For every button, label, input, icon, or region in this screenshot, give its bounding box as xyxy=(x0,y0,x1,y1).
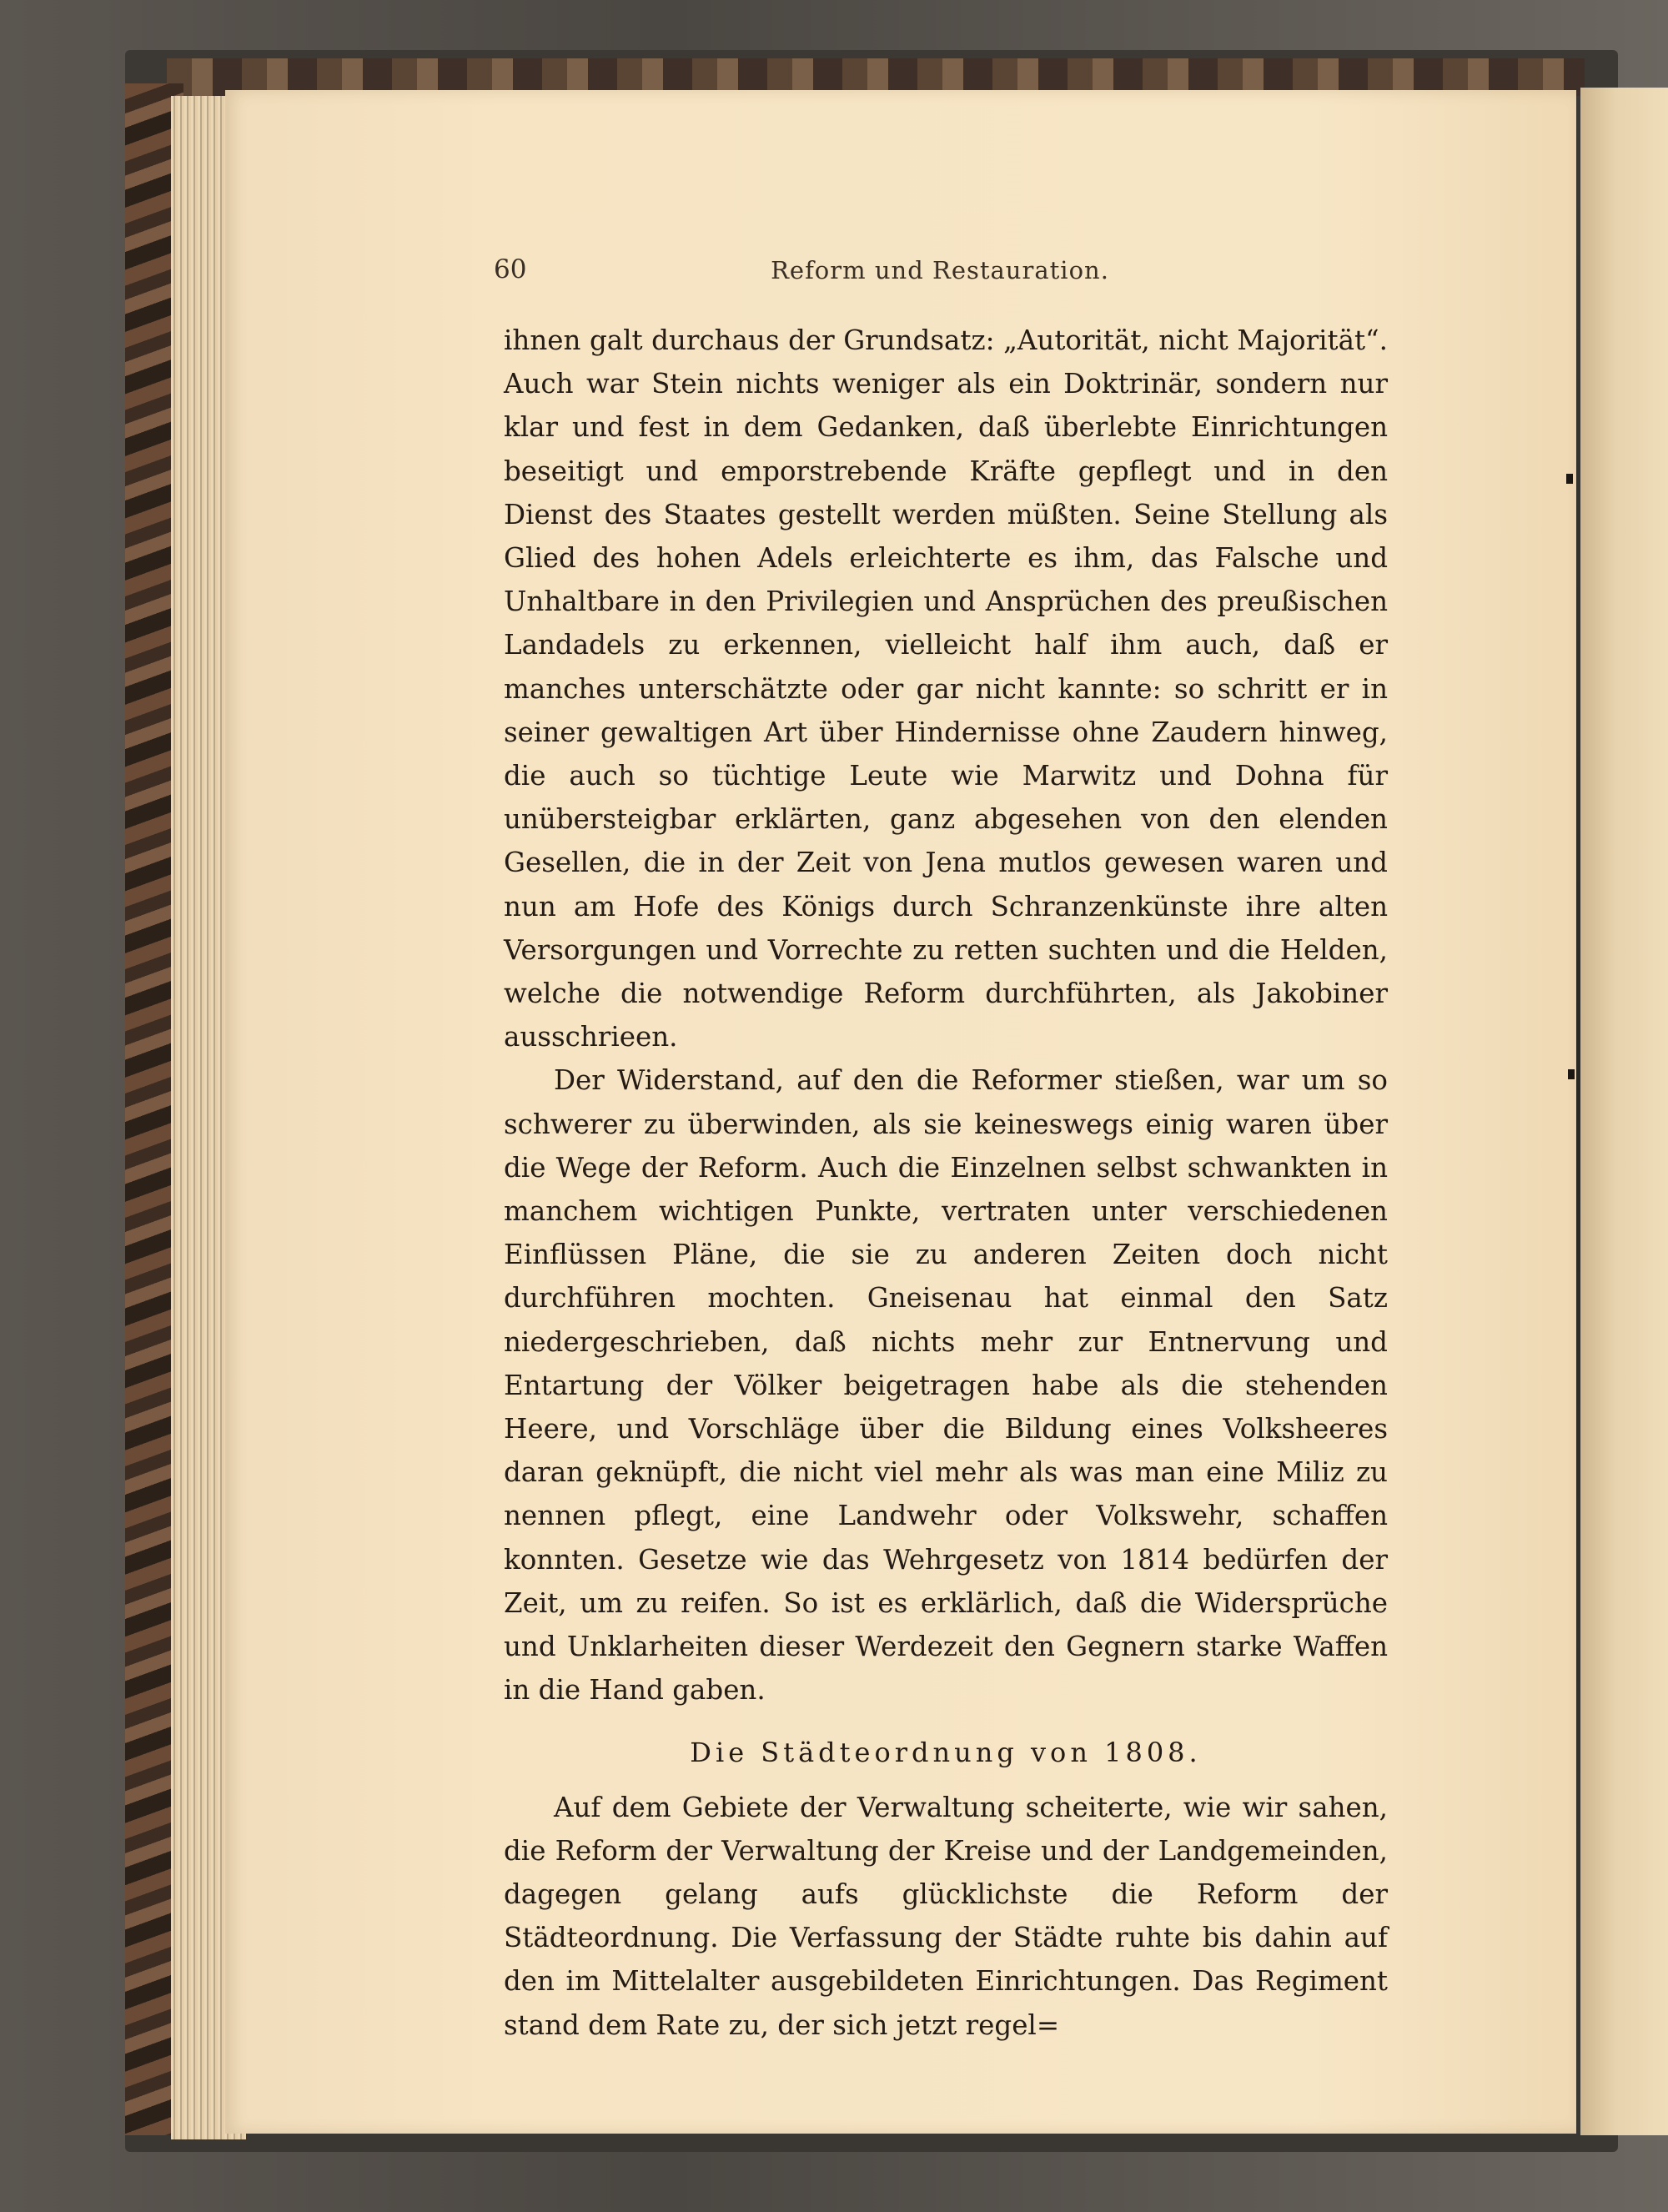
section-heading: Die Städteordnung von 1808. xyxy=(690,1736,1202,1768)
body-text xyxy=(504,319,1388,2047)
page-header xyxy=(494,254,1386,296)
page-mark xyxy=(1568,1069,1575,1079)
paragraph: ihnen galt durchaus der Grundsatz: „Autorität, nicht Majorität“. Auch war Stein nichts weniger als ein Doktrinär, sondern nur klar und fest in dem Gedanken, daß überlebte Einrichtungen beseitigt und emporstrebende Kräfte gepflegt und in den Dienst des Staates gestellt werden müßten. Seine Stellung als Glied des hohen Adels erleichterte es ihm, das Falsche und Unhaltbare in den Privilegien und Ansprüchen des preußischen Landadels zu erkennen, vielleicht half ihm auch, daß er manches unterschätzte oder gar nicht kannte: so schritt er in seiner gewaltigen Art über Hindernisse ohne Zaudern hinweg, die auch so tüchtige Leute wie Marwitz und Dohna für unübersteigbar erklärten, ganz abgesehen von den elenden Gesellen, die in der Zeit von Jena mutlos gewesen waren und nun am Hofe des Königs durch Schranzenkünste ihre alten Versorgungen und Vorrechte zu retten suchten und die Helden, welche die notwendige Reform durchführten, als Jakobiner ausschrieen. xyxy=(504,324,1388,1053)
running-title: Reform und Restauration. xyxy=(771,256,1109,284)
paragraph: Der Widerstand, auf den die Reformer stießen, war um so schwerer zu überwinden, als sie keineswegs einig waren über die Wege der Reform. Auch die Einzelnen selbst schwankten in manchem wichtigen Punkte, vertraten unter verschiedenen Einflüssen Pläne, die sie zu anderen Zeiten doch nicht durchführen mochten. Gneisenau hat einmal den Satz niedergeschrieben, daß nichts mehr zur Entnervung und Entartung der Völker beigetragen habe als die stehenden Heere, und Vorschläge über die Bildung eines Volksheeres daran geknüpft, die nicht viel mehr als was man eine Miliz zu nennen pflegt, eine Landwehr oder Volkswehr, schaffen konnten. Gesetze wie das Wehrgesetz von 1814 bedürfen der Zeit, um zu reifen. So ist es erklärlich, daß die Widersprüche und Unklarheiten dieser Werdezeit den Gegnern starke Waffen in die Hand gaben. xyxy=(504,1064,1388,1707)
page-number: 60 xyxy=(494,254,527,284)
facing-page-edge xyxy=(1580,88,1668,2135)
paragraph: Auf dem Gebiete der Verwaltung scheiterte, wie wir sahen, die Reform der Verwaltung der Kreise und der Landgemeinden, dagegen gelang aufs glücklichste die Reform der Städteordnung. Die Verfassung der Städte ruhte bis dahin auf den im Mittelalter ausgebildeten Einrichtungen. Das Regiment stand dem Rate zu, der sich jetzt regel= xyxy=(504,1791,1388,2041)
page-mark xyxy=(1566,474,1573,484)
